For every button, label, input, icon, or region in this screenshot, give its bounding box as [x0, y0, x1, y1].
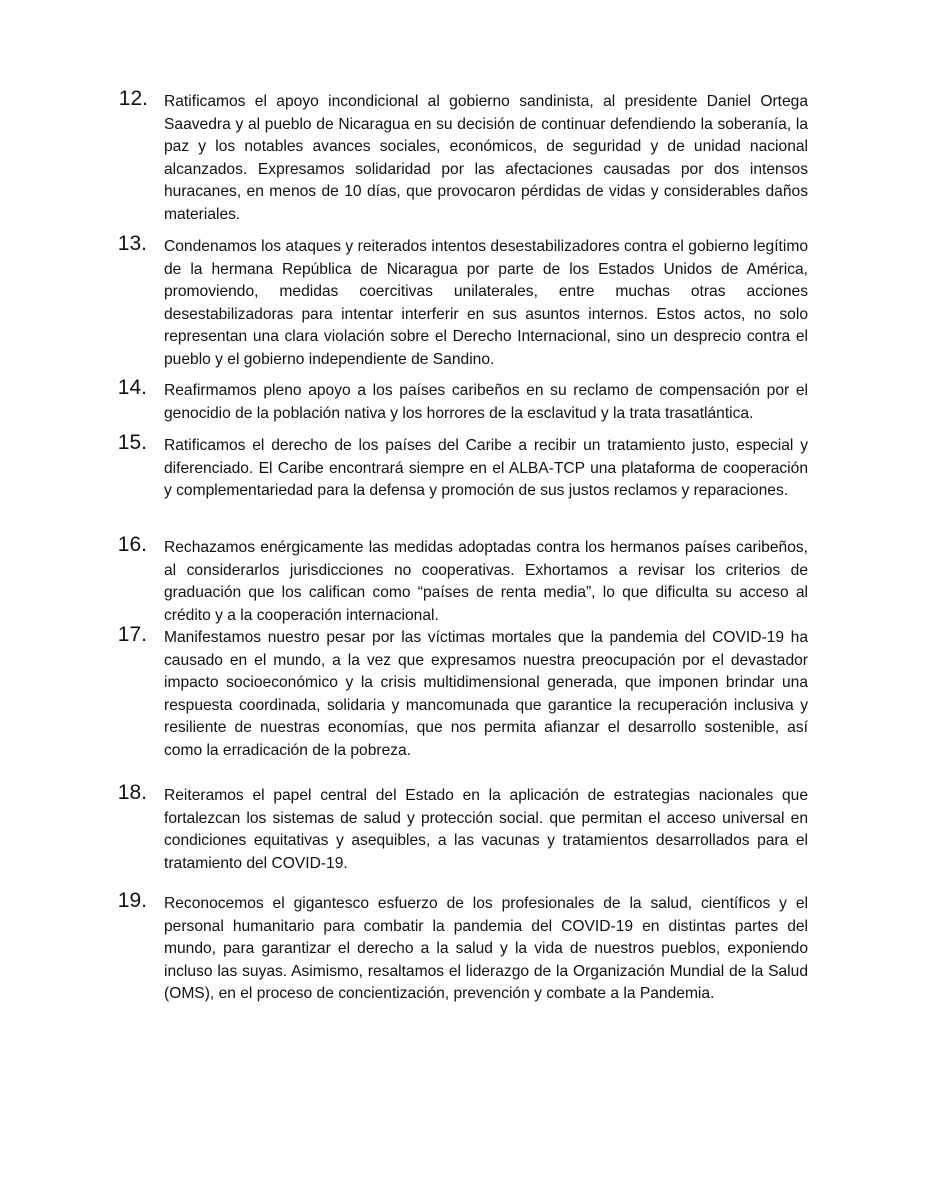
- paragraph-text: Reafirmamos pleno apoyo a los países caribeños en su reclamo de compensación por el genocidio de la población nativa y los horrores de la esclavitud y la trata trasatlántica.: [164, 382, 808, 422]
- paragraph-text: Ratificamos el derecho de los países del Caribe a recibir un tratamiento justo, especial y diferenciado. El Caribe encontrará siempre en el ALBA-TCP una plataforma de cooperación y complementariedad para la defensa y promoción de sus justos reclamos y reparaciones.: [164, 437, 808, 499]
- paragraph-text: Ratificamos el apoyo incondicional al gobierno sandinista, al presidente Daniel Ortega Saavedra y al pueblo de Nicaragua en su decisión de continuar defendiendo la soberanía, la paz y los notables avances sociales, económicos, de seguridad y de unidad nacional alcanzados. Expresamos solidaridad por las afectaciones causadas por dos intensos huracanes, en menos de 10 días, que provocaron pérdidas de vidas y considerables daños materiales.: [164, 93, 808, 223]
- paragraph-number: 19.: [117, 889, 147, 912]
- paragraph-number: 17.: [117, 623, 147, 646]
- paragraph-number: 12.: [118, 87, 148, 110]
- paragraph-text: Rechazamos enérgicamente las medidas adoptadas contra los hermanos países caribeños, al considerarlos jurisdicciones no cooperativas. Exhortamos a revisar los criterios de graduación que los califican como “países de renta media”, lo que dificulta su acceso al crédito y a la cooperación internacional.: [164, 539, 808, 624]
- paragraph-text: Manifestamos nuestro pesar por las víctimas mortales que la pandemia del COVID-19 ha causado en el mundo, a la vez que expresamos nuestra preocupación por el devastador impacto socioeconómico y la crisis multidimensional generada, que imponen brindar una respuesta coordinada, solidaria y mancomunada que garantice la recuperación inclusiva y resiliente de nuestras economías, que nos permita afianzar el desarrollo sostenible, así como la erradicación de la pobreza.: [164, 629, 808, 759]
- paragraph-number: 18.: [117, 781, 147, 804]
- paragraph-number: 16.: [117, 533, 147, 556]
- paragraph-text: Reiteramos el papel central del Estado en la aplicación de estrategias nacionales que fortalezcan los sistemas de salud y protección social. que permitan el acceso universal en condiciones equitativas y asequibles, a las vacunas y tratamientos desarrollados para el tratamiento del COVID-19.: [164, 787, 808, 872]
- paragraph-text: Reconocemos el gigantesco esfuerzo de los profesionales de la salud, científicos y el personal humanitario para combatir la pandemia del COVID-19 en distintas partes del mundo, para garantizar el derecho a la salud y la vida de nuestros pueblos, exponiendo incluso las suyas. Asimismo, resaltamos el liderazgo de la Organización Mundial de la Salud (OMS), en el proceso de concientización, prevención y combate a la Pandemia.: [164, 895, 808, 1002]
- paragraph-number: 15.: [117, 431, 147, 454]
- paragraph-text: Condenamos los ataques y reiterados intentos desestabilizadores contra el gobierno legítimo de la hermana República de Nicaragua por parte de los Estados Unidos de América, promoviendo, medidas coercitivas unilaterales, entre muchas otras acciones desestabilizadoras para intentar interferir en sus asuntos internos. Estos actos, no solo representan una clara violación sobre el Derecho Internacional, sino un desprecio contra el pueblo y el gobierno independiente de Sandino.: [164, 238, 808, 368]
- paragraph-number: 13.: [117, 232, 147, 255]
- paragraph-number: 14.: [117, 376, 147, 399]
